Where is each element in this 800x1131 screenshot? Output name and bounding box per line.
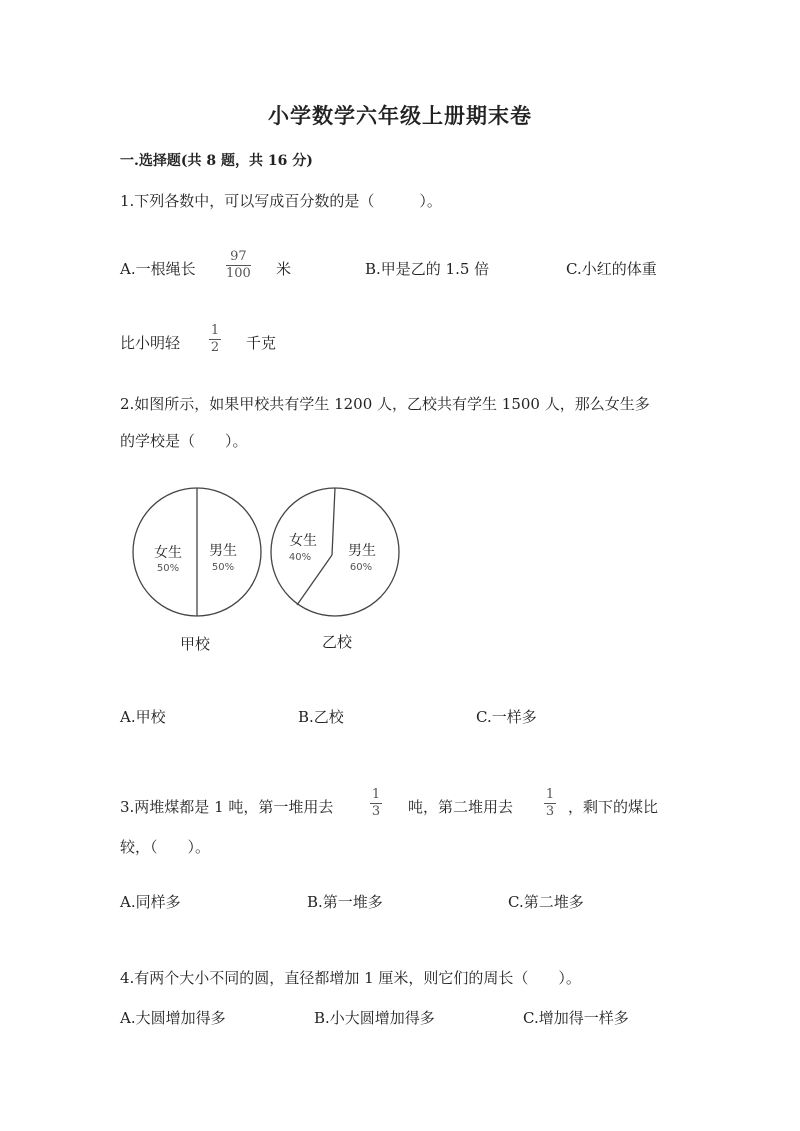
- q3-fraction-2: [544, 788, 556, 819]
- fraction-denominator: 2: [210, 340, 220, 355]
- pie-jia-girl-pct: 50%: [156, 563, 180, 574]
- q1-option-a-unit: 米: [276, 260, 292, 278]
- q3-stem-part3: ，剩下的煤比: [568, 798, 659, 816]
- q3-option-c: C.第二堆多: [508, 893, 584, 911]
- pie-yi-girl-label: 女生: [289, 533, 317, 549]
- pie-jia: [133, 488, 261, 653]
- q1-fraction-97-100: [226, 250, 251, 281]
- pie-jia-boy-pct: 50%: [211, 562, 235, 573]
- q3-option-b: B.第一堆多: [307, 893, 383, 911]
- pie-jia-title: 甲校: [179, 635, 211, 653]
- fraction-denominator: 100: [226, 266, 251, 281]
- page-title: 小学数学六年级上册期末卷: [268, 103, 532, 128]
- q4-option-a: A.大圆增加得多: [120, 1009, 226, 1027]
- q1-option-c: C.小红的体重: [566, 260, 657, 278]
- section-header: 一.选择题(共 8 题，共 16 分): [120, 153, 313, 169]
- q1-option-a: [120, 258, 196, 279]
- q1-option-c-unit: 千克: [246, 334, 277, 352]
- q1-stem: 1.下列各数中，可以写成百分数的是（ ）。: [120, 192, 442, 210]
- q3-stem-part1: 3.两堆煤都是 1 吨，第一堆用去: [120, 798, 334, 816]
- pie-yi-girl-pct: 40%: [288, 552, 312, 563]
- pie-yi-boy-label: 男生: [348, 543, 376, 559]
- q3-fraction-1: [370, 788, 382, 819]
- q2-stem-line2: 的学校是（ ）。: [120, 432, 248, 450]
- q2-stem-line1: 2.如图所示，如果甲校共有学生 1200 人，乙校共有学生 1500 人，那么女生多: [120, 395, 650, 413]
- q3-stem-part2: 吨，第二堆用去: [408, 798, 514, 816]
- fraction-denominator: 3: [371, 804, 381, 819]
- q1-option-a-text: A.一根绳长: [120, 260, 196, 278]
- q4-option-c: C.增加得一样多: [523, 1009, 629, 1027]
- pie-yi: [271, 488, 399, 651]
- fraction-numerator: 1: [371, 787, 381, 802]
- q3-stem-line2: 较，（ ）。: [120, 838, 211, 856]
- fraction-numerator: 97: [230, 249, 247, 264]
- fraction-numerator: 1: [545, 787, 555, 802]
- q2-option-a: A.甲校: [120, 708, 166, 726]
- q4-option-b: B.小大圆增加得多: [314, 1009, 435, 1027]
- fraction-denominator: 3: [545, 804, 555, 819]
- q1-fraction-1-2: [209, 324, 221, 355]
- pie-jia-girl-label: 女生: [154, 545, 182, 561]
- q1-option-c-cont: 比小明轻: [120, 334, 181, 352]
- q2-pie-figure: [125, 485, 415, 660]
- q2-option-b: B.乙校: [298, 708, 344, 726]
- pie-yi-title: 乙校: [321, 633, 353, 651]
- q3-option-a: A.同样多: [120, 893, 181, 911]
- q1-option-b: B.甲是乙的 1.5 倍: [365, 260, 490, 278]
- pie-jia-boy-label: 男生: [209, 543, 237, 559]
- fraction-numerator: 1: [210, 323, 220, 338]
- q4-stem: 4.有两个大小不同的圆，直径都增加 1 厘米，则它们的周长（ ）。: [120, 969, 581, 987]
- pie-yi-boy-pct: 60%: [349, 562, 373, 573]
- q2-option-c: C.一样多: [476, 708, 537, 726]
